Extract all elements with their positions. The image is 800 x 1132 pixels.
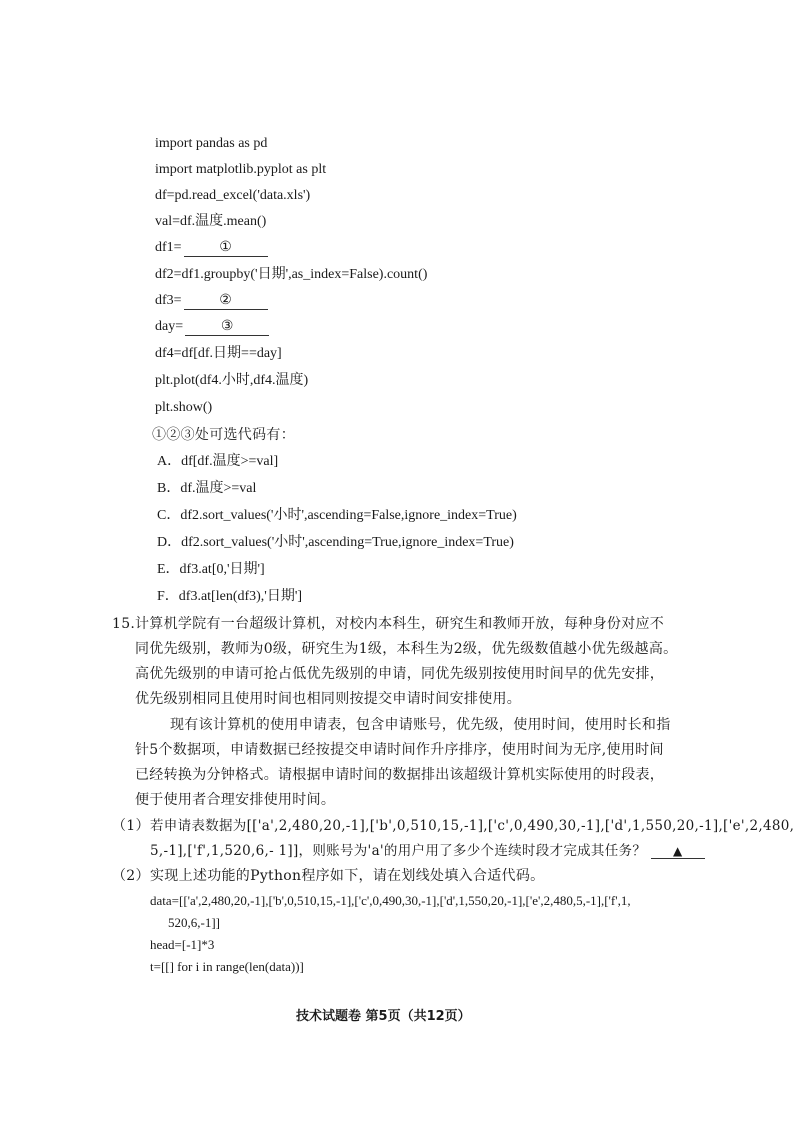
q15-paragraph1-line: 计算机学院有一台超级计算机，对校内本科生，研究生和教师开放，每种身份对应不 xyxy=(135,616,665,632)
code-prefix: df1= xyxy=(155,240,182,255)
q15-paragraph1-line: 优先级别相同且使用时间也相同则按提交申请时间安排使用。 xyxy=(135,691,522,707)
code-prefix: df3= xyxy=(155,293,182,308)
options-prompt: ①②③处可选代码有： xyxy=(152,427,295,443)
code-line: import pandas as pd xyxy=(155,136,268,151)
sub-question-1-label: （1） xyxy=(112,818,150,834)
q15-paragraph1-line: 同优先级别，教师为0级，研究生为1级，本科生为2级，优先级数值越小优先级越高。 xyxy=(135,641,678,657)
option-c: C．df2.sort_values('小时',ascending=False,ignore_index=True) xyxy=(157,508,517,523)
sub-question-1-line2 xyxy=(150,842,705,860)
code-line: df2=df1.groupby('日期',as_index=False).count() xyxy=(155,267,428,282)
answer-blank-triangle[interactable]: ▲ xyxy=(651,844,705,859)
code-prefix: day= xyxy=(155,319,184,334)
program-code-line: t=[[] for i in range(len(data))] xyxy=(150,959,304,974)
code-line: plt.plot(df4.小时,df4.温度) xyxy=(155,373,309,388)
code-line: df=pd.read_excel('data.xls') xyxy=(155,188,311,203)
fill-blank-2[interactable]: ② xyxy=(184,293,268,310)
sub-question-1-text: 5,-1],['f',1,520,6,- 1]]，则账号为'a'的用户用了多少个连续时段才完成其任务？ xyxy=(150,843,647,859)
option-d: D．df2.sort_values('小时',ascending=True,ignore_index=True) xyxy=(157,535,514,550)
fill-blank-1[interactable]: ① xyxy=(184,240,268,257)
sub-question-2-text: 实现上述功能的Python程序如下，请在划线处填入合适代码。 xyxy=(150,868,545,884)
page-footer: 技术试题卷 第5页（共12页） xyxy=(296,1009,471,1024)
fill-blank-3[interactable]: ③ xyxy=(185,319,269,336)
q15-paragraph1-line: 高优先级别的申请可抢占低优先级别的申请，同优先级别按使用时间早的优先安排， xyxy=(135,666,665,682)
option-a: A．df[df.温度>=val] xyxy=(157,454,279,469)
code-line-blank-2 xyxy=(155,292,268,310)
code-line: plt.show() xyxy=(155,400,213,415)
q15-paragraph2-line: 便于使用者合理安排使用时间。 xyxy=(135,792,336,808)
program-code-line: data=[['a',2,480,20,-1],['b',0,510,15,-1],['c',0,490,30,-1],['d',1,550,20,-1],['e',2,480,5,-1],['f',1, xyxy=(150,893,631,908)
sub-question-2-label: （2） xyxy=(112,868,150,884)
question-number: 15. xyxy=(112,616,136,632)
q15-paragraph2-line: 已经转换为分钟格式。请根据申请时间的数据排出该超级计算机实际使用的时段表， xyxy=(135,767,665,783)
sub-question-1-line: 若申请表数据为[['a',2,480,20,-1],['b',0,510,15,-1],['c',0,490,30,-1],['d',1,550,20,-1],['e',2,480, xyxy=(150,818,795,834)
q15-paragraph2-line: 针5个数据项，申请数据已经按提交申请时间作升序排序，使用时间为无序,使用时间 xyxy=(135,742,664,758)
q15-paragraph2-line: 现有该计算机的使用申请表，包含申请账号，优先级，使用时间，使用时长和指 xyxy=(170,717,671,733)
code-line: import matplotlib.pyplot as plt xyxy=(155,162,327,177)
program-code-line: head=[-1]*3 xyxy=(150,937,215,952)
code-line-blank-1 xyxy=(155,239,268,257)
option-e: E．df3.at[0,'日期'] xyxy=(157,562,265,577)
option-b: B．df.温度>=val xyxy=(157,481,257,496)
program-code-line: 520,6,-1]] xyxy=(168,915,220,930)
option-f: F．df3.at[len(df3),'日期'] xyxy=(157,589,303,604)
code-line: df4=df[df.日期==day] xyxy=(155,346,282,361)
code-line: val=df.温度.mean() xyxy=(155,214,267,229)
code-line-blank-3 xyxy=(155,318,269,336)
